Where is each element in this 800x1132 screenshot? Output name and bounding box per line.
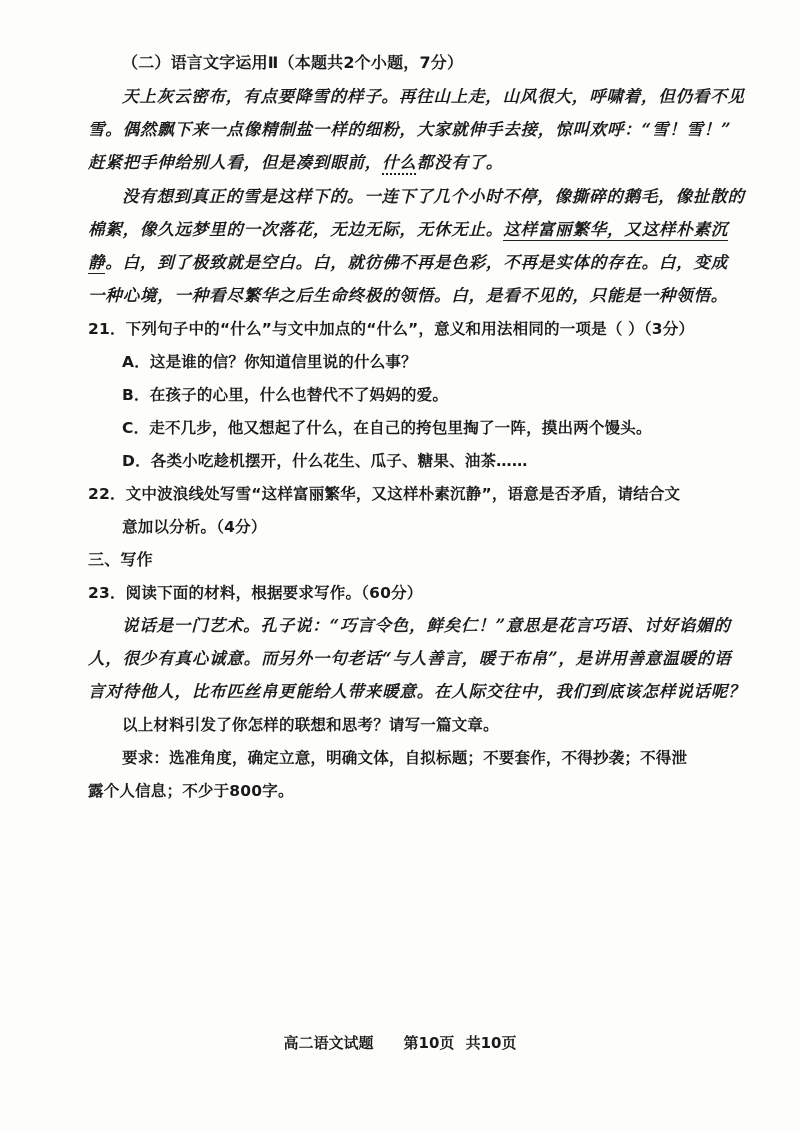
question-21-option-b: B．在孩子的心里，什么也替代不了妈妈的爱。	[122, 386, 449, 404]
material-line: 说话是一门艺术。孔子说：“巧言令色，鲜矣仁！”意思是花言巧语、讨好谄媚的	[122, 616, 731, 635]
section-heading: 三、写作	[88, 550, 153, 569]
question-23-stem: 23．阅读下面的材料，根据要求写作。（60分）	[88, 584, 423, 602]
passage-line: 一种心境，一种看尽繁华之后生命终极的领悟。白，是看不见的，只能是一种领悟。	[88, 286, 729, 305]
page-footer	[0, 1032, 800, 1053]
writing-requirements: 露个人信息；不少于800字。	[88, 782, 294, 800]
question-21-stem: 21．下列句子中的“什么”与文中加点的“什么”，意义和用法相同的一项是（ ）（3分）	[88, 320, 695, 338]
dotted-word: 什么	[382, 153, 417, 172]
material-line: 言对待他人，比布匹丝帛更能给人带来暖意。在人际交往中，我们到底该怎样说话呢？	[88, 682, 746, 701]
question-22-stem: 意加以分析。（4分）	[122, 518, 267, 536]
passage-line: 没有想到真正的雪是这样下的。一连下了几个小时不停，像撕碎的鹅毛，像扯散的	[122, 187, 745, 206]
passage-text: 都没有了。	[416, 153, 504, 172]
passage-line: 天上灰云密布，有点要降雪的样子。再往山上走，山风很大，呼啸着，但仍看不见	[122, 87, 745, 106]
footer-subject: 高二语文试题	[283, 1034, 374, 1052]
question-21-option-c: C．走不几步，他又想起了什么，在自己的挎包里掏了一阵，摸出两个馒头。	[122, 419, 652, 437]
question-22-stem: 22．文中波浪线处写雪“这样富丽繁华，又这样朴素沉静”，语意是否矛盾，请结合文	[88, 485, 681, 503]
passage-text: 。白，到了极致就是空白。白，就彷佛不再是色彩，不再是实体的存在。白，变成	[105, 253, 729, 272]
footer-page-number: 第10页	[403, 1034, 455, 1052]
passage-text: 棉絮，像久远梦里的一次落花，无边无际，无休无止。	[88, 220, 504, 239]
passage-line	[88, 219, 728, 241]
passage-line: 雪。偶然飘下来一点像精制盐一样的细粉，大家就伸手去接，惊叫欢呼：“雪！雪！”	[88, 120, 732, 139]
footer-total-pages: 共10页	[465, 1034, 517, 1052]
question-21-option-d: D．各类小吃趁机摆开，什么花生、瓜子、糖果、油茶……	[122, 452, 528, 470]
writing-requirements: 要求：选准角度，确定立意，明确文体，自拟标题；不要套作，不得抄袭；不得泄	[122, 749, 688, 767]
wavy-line-text: 静	[88, 253, 106, 272]
writing-prompt: 以上材料引发了你怎样的联想和思考？请写一篇文章。	[122, 716, 499, 734]
passage-line	[88, 252, 728, 274]
question-21-option-a: A．这是谁的信？你知道信里说的什么事？	[122, 353, 417, 371]
passage-text: 赶紧把手伸给别人看，但是凑到眼前，	[88, 153, 383, 172]
material-line: 人，很少有真心诚意。而另外一句老话“与人善言，暖于布帛”，是讲用善意温暖的语	[88, 649, 732, 668]
passage-line	[88, 152, 503, 174]
section-heading: （二）语言文字运用Ⅱ（本题共2个小题，7分）	[122, 53, 464, 72]
wavy-line-text: 这样富丽繁华，又这样朴素沉	[503, 220, 729, 239]
